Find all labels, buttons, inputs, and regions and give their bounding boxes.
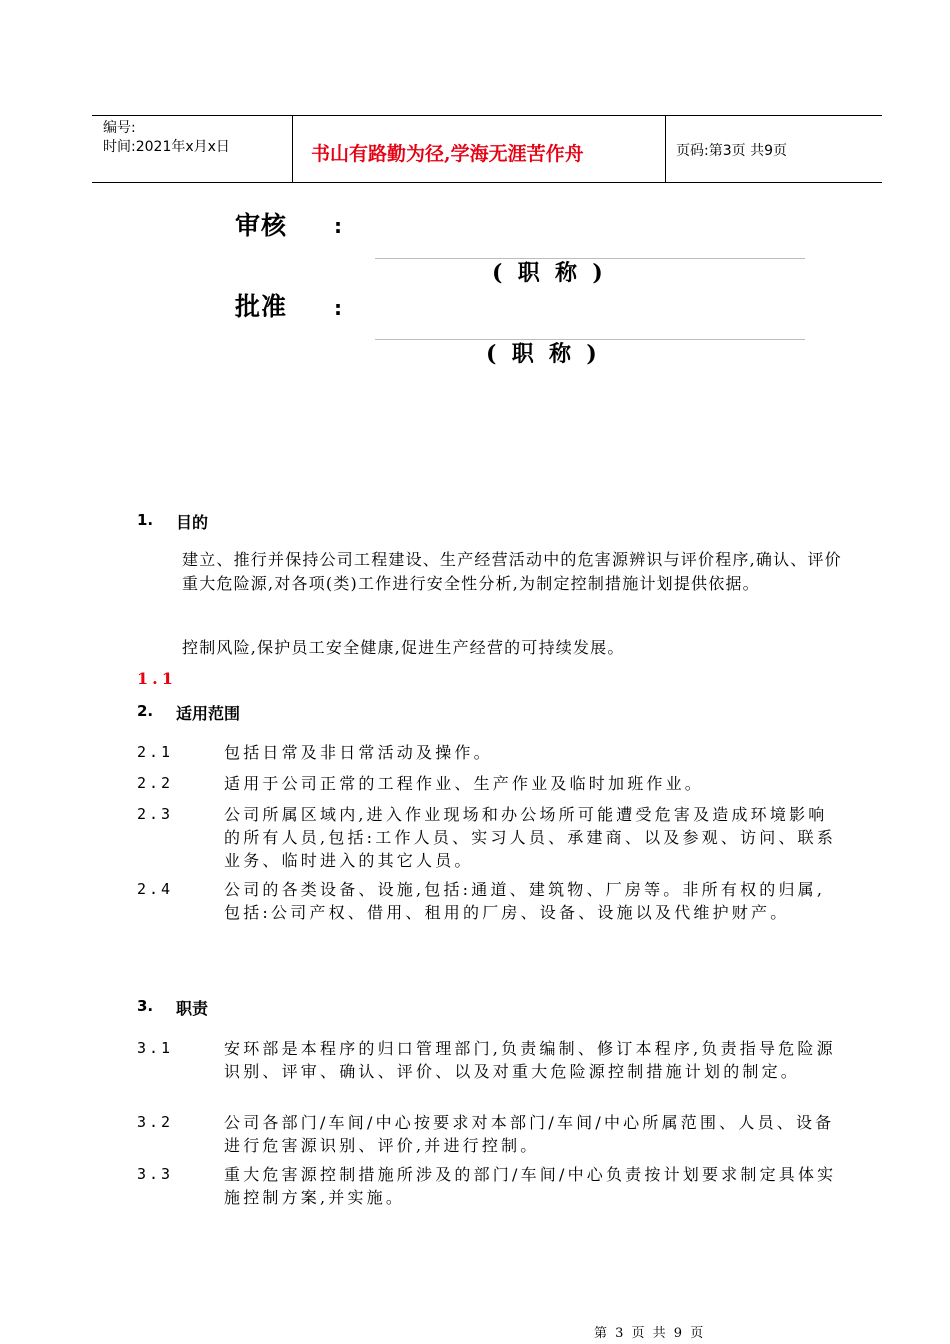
section-1-paragraph-2: 控制风险,保护员工安全健康,促进生产经营的可持续发展。 — [182, 638, 625, 657]
section-3-number: 3. — [137, 997, 154, 1015]
section-1-number: 1. — [137, 511, 154, 529]
header-top-rule — [92, 115, 882, 116]
section-3-title: 职责 — [176, 999, 209, 1018]
header-number-label: 编号: — [103, 120, 136, 136]
item-3-2-text: 公司各部门/车间/中心按要求对本部门/车间/中心所属范围、人员、设备进行危害源识别、评价,并进行控制。 — [224, 1113, 835, 1155]
header-page-label: 页码:第3页 共9页 — [676, 143, 787, 159]
item-2-2-text: 适用于公司正常的工程作业、生产作业及临时加班作业。 — [224, 774, 705, 793]
approve-title-placeholder: ( 职 称 ) — [486, 341, 597, 367]
item-3-1-text: 安环部是本程序的归口管理部门,负责编制、修订本程序,负责指导危险源识别、评审、确认、评价、以及对重大危险源控制措施计划的制定。 — [224, 1039, 836, 1081]
item-2-3-text: 公司所属区域内,进入作业现场和办公场所可能遭受危害及造成环境影响的所有人员,包括:工作人员、实习人员、承建商、以及参观、访问、联系业务、临时进入的其它人员。 — [224, 805, 837, 870]
item-2-2-number: 2.2 — [137, 774, 174, 792]
section-2-title: 适用范围 — [176, 704, 241, 723]
header-motto: 书山有路勤为径,学海无涯苦作舟 — [311, 143, 584, 165]
item-2-4-number: 2.4 — [137, 880, 174, 898]
page-footer: 第 3 页 共 9 页 — [594, 1326, 706, 1341]
item-2-3-number: 2.3 — [137, 805, 174, 823]
item-2-1-text: 包括日常及非日常活动及操作。 — [224, 743, 493, 762]
item-3-3-number: 3.3 — [137, 1165, 174, 1183]
item-2-1-number: 2.1 — [137, 743, 174, 761]
section-1-title: 目的 — [176, 513, 209, 532]
header-divider-right — [665, 115, 666, 183]
review-title-placeholder: ( 职 称 ) — [492, 260, 603, 286]
item-2-4-text: 公司的各类设备、设施,包括:通道、建筑物、厂房等。非所有权的归属,包括:公司产权、借用、租用的厂房、设备、设施以及代维护财产。 — [224, 880, 826, 922]
approve-label: 批准 — [235, 292, 288, 321]
item-3-3-text: 重大危害源控制措施所涉及的部门/车间/中心负责按计划要求制定具体实施控制方案,并实施。 — [224, 1165, 837, 1207]
header-bottom-rule — [92, 182, 882, 183]
review-colon: : — [334, 214, 342, 238]
section-1-red-marker: 1.1 — [137, 669, 177, 688]
header-time-label: 时间:2021年x月x日 — [103, 139, 230, 155]
item-3-1-number: 3.1 — [137, 1039, 174, 1057]
section-1-paragraph-1: 建立、推行并保持公司工程建设、生产经营活动中的危害源辨识与评价程序,确认、评价重大危险源,对各项(类)工作进行安全性分析,为制定控制措施计划提供依据。 — [182, 550, 842, 593]
header-divider-left — [292, 115, 293, 183]
approve-colon: : — [334, 296, 342, 320]
section-2-number: 2. — [137, 702, 154, 720]
item-3-2-number: 3.2 — [137, 1113, 174, 1131]
review-label: 审核 — [235, 211, 288, 240]
